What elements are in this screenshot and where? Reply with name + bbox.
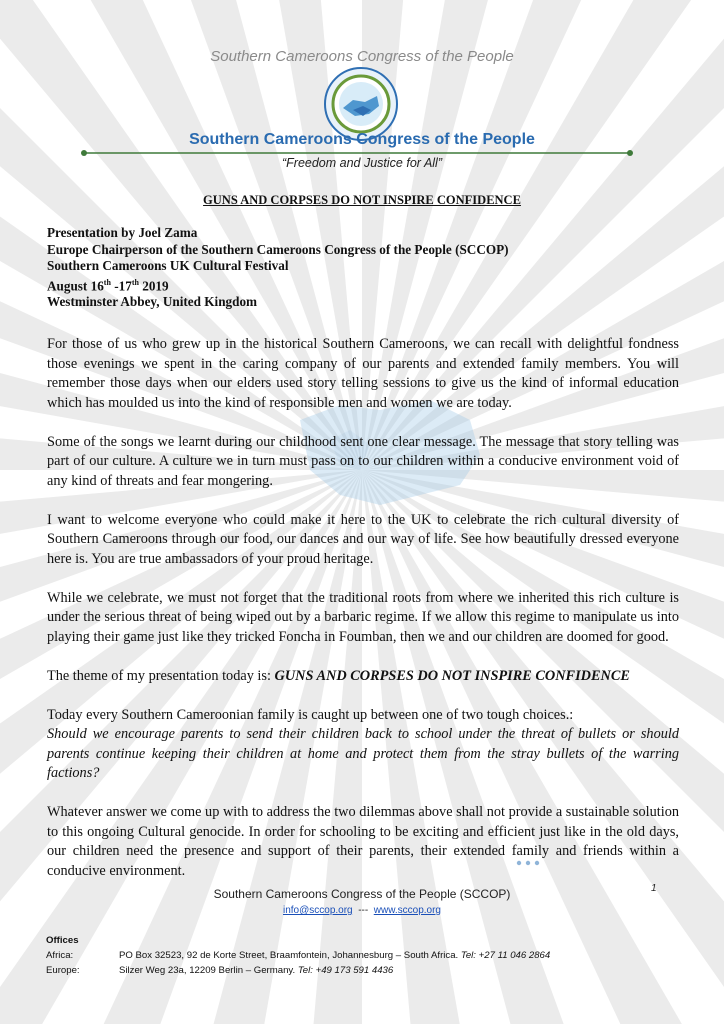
header-org-name-faint: Southern Cameroons Congress of the People [210,48,514,65]
theme-title: GUNS AND CORPSES DO NOT INSPIRE CONFIDENCE [274,667,630,684]
org-title: Southern Cameroons Congress of the People [189,131,535,148]
office-africa [46,948,686,963]
more-dots-icon [513,858,543,868]
paragraph-7: Whatever answer we come up with to address the two dilemmas above shall not provide a sustainable solution to this ongoing Cultural genocide. In order for schooling to be exciting and efficient just like in the old days, our children need the presence and support of their parents, their extended family and friends within a conducive environment. [47,804,679,879]
offices-block [46,933,686,978]
choices-question: Should we encourage parents to send their children back to school under the threat of bullets or should parents continue keeping their children at home and protect them from the stray bullets of the warring factions? [47,726,679,781]
paragraph-choices: Today every Southern Cameroonian family is caught up between one of two tough choices.: Should we encourage parents to send their children back to school under the threat of bullets or should parents continue keeping their children at home and protect them from the stray bullets of the warring factions? [47,706,679,781]
website-link[interactable]: www.sccop.org [373,905,441,916]
presenter-role: Europe Chairperson of the Southern Cameroons Congress of the People (SCCOP) [47,241,509,257]
paragraph-theme: The theme of my presentation today is: GUNS AND CORPSES DO NOT INSPIRE CONFIDENCE [47,667,630,684]
event-venue: Westminster Abbey, United Kingdom [47,294,258,310]
paragraph-4: While we celebrate, we must not forget that the traditional roots from where we inherited this rich culture is under the serious threat of being wiped out by a barbaric regime. If we allow this regime to manipulate us into playing their game just like they tricked Foncha in Foumban, then we and our children are doomed for good. [47,589,679,645]
event-name: Southern Cameroons UK Cultural Festival [47,258,289,273]
office-europe-address: Silzer Weg 23a, 12209 Berlin – Germany. Tel: +49 173 591 4436 [119,965,394,976]
office-africa-label: Africa: [46,950,74,961]
page-number: 1 [651,883,657,894]
office-europe-label: Europe: [46,965,80,976]
speech-body [47,335,679,881]
motto: “Freedom and Justice for All” [281,156,442,170]
presenter-name: Presentation by Joel Zama [47,225,198,240]
offices-heading: Offices [46,935,79,946]
document-title: GUNS AND CORPSES DO NOT INSPIRE CONFIDENCE [203,193,521,207]
footer-org-name: Southern Cameroons Congress of the People (SCCOP) [213,887,511,901]
paragraph-3: I want to welcome everyone who could make it here to the UK to celebrate the rich cultural diversity of Southern Cameroons through our food, our dances and our way of life. See how beautifully dressed everyone here is. You are true ambassadors of your proud heritage. [47,511,679,567]
presenter-block [47,225,687,311]
event-date: August 16th -17th 2019 [47,277,169,293]
footer-links [0,905,724,916]
link-separator: --- [358,905,369,916]
email-link[interactable]: info@sccop.org [282,905,353,916]
paragraph-2: Some of the songs we learnt during our childhood sent one clear message. The message that story telling was part of our culture. A culture we in turn must pass on to our children within a conducive environment void of any kind of threats and fear mongering. [47,433,679,489]
paragraph-1: For those of us who grew up in the historical Southern Cameroons, we can recall with delightful fondness those evenings we spent in the caring company of our parents and extended family members. You will remember those days when our elders used story telling sessions to give us the kind of informal education which has moulded us into the kind of responsible men and women we are today. [47,336,679,411]
office-europe [46,963,686,978]
office-africa-address: PO Box 32523, 92 de Korte Street, Braamfontein, Johannesburg – South Africa. Tel: +27 11 046 2864 [119,950,551,961]
